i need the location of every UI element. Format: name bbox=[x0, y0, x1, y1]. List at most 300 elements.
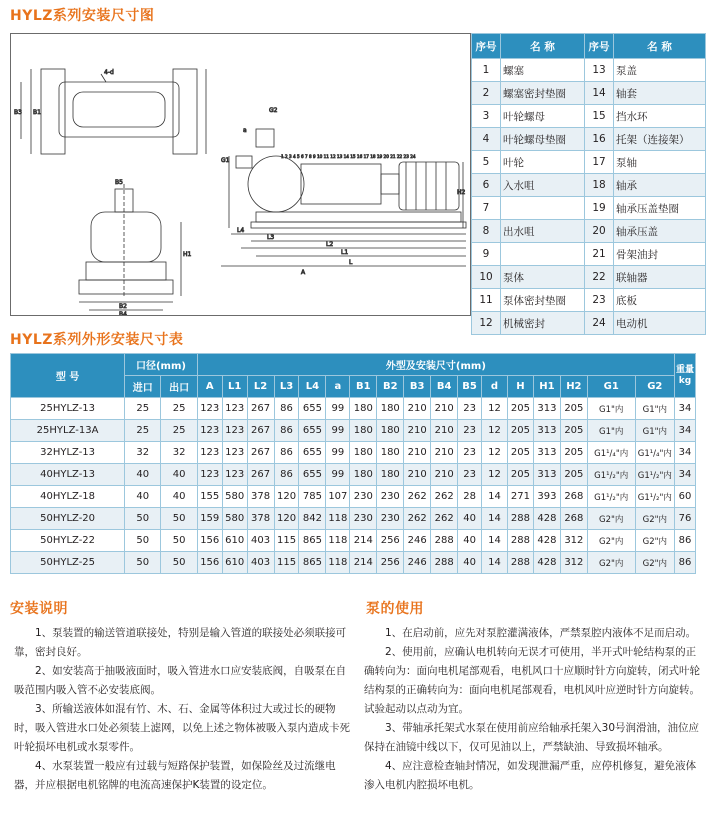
spec-cell: 288 bbox=[507, 508, 533, 530]
part-number: 22 bbox=[585, 266, 614, 289]
spec-model: 32HYLZ-13 bbox=[11, 442, 125, 464]
spec-cell: 14 bbox=[482, 552, 508, 574]
spec-cell: 25 bbox=[161, 420, 197, 442]
spec-row bbox=[11, 420, 696, 442]
spec-cell: 86 bbox=[675, 552, 696, 574]
part-name: 泵体密封垫圈 bbox=[501, 289, 585, 312]
spec-cell: 246 bbox=[404, 552, 431, 574]
spec-cell: 378 bbox=[247, 486, 274, 508]
spec-cell: 50 bbox=[161, 508, 197, 530]
part-name: 入水咀 bbox=[501, 174, 585, 197]
part-number: 23 bbox=[585, 289, 614, 312]
spec-cell: 115 bbox=[274, 530, 299, 552]
spec-col-h: H bbox=[507, 376, 533, 398]
spec-model: 40HYLZ-18 bbox=[11, 486, 125, 508]
spec-cell: 180 bbox=[377, 442, 404, 464]
label-h1: H1 bbox=[183, 251, 192, 258]
spec-cell: 99 bbox=[326, 420, 350, 442]
spec-cell: G2"内 bbox=[587, 552, 635, 574]
spec-cell: G1"内 bbox=[635, 398, 674, 420]
parts-row bbox=[472, 174, 706, 197]
part-name: 螺塞密封垫圈 bbox=[501, 82, 585, 105]
parts-row bbox=[472, 128, 706, 151]
spec-cell: G1"内 bbox=[587, 398, 635, 420]
spec-cell: 25 bbox=[125, 420, 161, 442]
spec-cell: 40 bbox=[125, 486, 161, 508]
spec-cell: 23 bbox=[458, 464, 482, 486]
spec-cell: 262 bbox=[404, 508, 431, 530]
part-number: 16 bbox=[585, 128, 614, 151]
spec-cell: 180 bbox=[350, 442, 377, 464]
spec-cell: 50 bbox=[125, 552, 161, 574]
spec-cell: 14 bbox=[482, 530, 508, 552]
install-notes-title: 安装说明 bbox=[10, 601, 68, 617]
part-number: 5 bbox=[472, 151, 501, 174]
spec-cell: 210 bbox=[404, 442, 431, 464]
part-number: 4 bbox=[472, 128, 501, 151]
label-g2: G2 bbox=[269, 107, 278, 114]
spec-cell: 40 bbox=[458, 508, 482, 530]
spec-cell: 205 bbox=[560, 464, 587, 486]
spec-cell: 99 bbox=[326, 398, 350, 420]
spec-cell: 123 bbox=[197, 398, 222, 420]
spec-cell: 180 bbox=[350, 398, 377, 420]
label-l2: L2 bbox=[326, 241, 334, 248]
parts-col-name: 名 称 bbox=[501, 34, 585, 59]
parts-row bbox=[472, 82, 706, 105]
parts-row bbox=[472, 220, 706, 243]
spec-col-a: a bbox=[326, 376, 350, 398]
spec-cell: 268 bbox=[560, 486, 587, 508]
spec-cell: 86 bbox=[274, 420, 299, 442]
spec-cell: 313 bbox=[533, 442, 560, 464]
spec-cell: 271 bbox=[507, 486, 533, 508]
spec-header-row-1 bbox=[11, 354, 696, 376]
part-name: 骨架油封 bbox=[614, 243, 706, 266]
weight-unit: kg bbox=[678, 375, 692, 386]
spec-col-l4: L4 bbox=[299, 376, 326, 398]
spec-cell: 256 bbox=[377, 530, 404, 552]
part-number: 19 bbox=[585, 197, 614, 220]
spec-cell: 205 bbox=[560, 398, 587, 420]
part-number: 12 bbox=[472, 312, 501, 335]
install-notes-body bbox=[14, 624, 350, 795]
install-note-paragraph: 2、如安装高于抽吸液面时，吸入管进水口应安装底阀，自吸泵在自吸范围内吸入管不必安装底阀。 bbox=[14, 665, 347, 696]
spec-cell: 610 bbox=[222, 552, 247, 574]
spec-cell: 99 bbox=[326, 442, 350, 464]
spec-cell: 230 bbox=[350, 508, 377, 530]
part-number: 7 bbox=[472, 197, 501, 220]
spec-cell: 246 bbox=[404, 530, 431, 552]
spec-col-l3: L3 bbox=[274, 376, 299, 398]
spec-cell: 312 bbox=[560, 552, 587, 574]
parts-col-name: 名 称 bbox=[614, 34, 706, 59]
spec-row bbox=[11, 398, 696, 420]
spec-cell: 205 bbox=[507, 398, 533, 420]
spec-cell: 40 bbox=[458, 530, 482, 552]
part-name: 叶轮 bbox=[501, 151, 585, 174]
spec-cell: G1"内 bbox=[635, 420, 674, 442]
parts-table bbox=[471, 33, 706, 335]
spec-cell: 159 bbox=[197, 508, 222, 530]
part-number: 2 bbox=[472, 82, 501, 105]
spec-col-b3: B3 bbox=[404, 376, 431, 398]
spec-cell: 288 bbox=[507, 530, 533, 552]
part-number: 10 bbox=[472, 266, 501, 289]
spec-col-b2: B2 bbox=[377, 376, 404, 398]
spec-cell: 60 bbox=[675, 486, 696, 508]
spec-cell: 40 bbox=[161, 464, 197, 486]
spec-cell: 288 bbox=[507, 552, 533, 574]
spec-col-inlet: 进口 bbox=[125, 376, 161, 398]
label-b2: B2 bbox=[119, 303, 127, 310]
spec-model: 40HYLZ-13 bbox=[11, 464, 125, 486]
spec-cell: G1¹/₄"内 bbox=[635, 442, 674, 464]
spec-cell: 123 bbox=[222, 398, 247, 420]
label-g1: G1 bbox=[221, 157, 230, 164]
spec-cell: G2"内 bbox=[635, 508, 674, 530]
spec-cell: 205 bbox=[507, 420, 533, 442]
spec-cell: 428 bbox=[533, 552, 560, 574]
install-note-paragraph: 4、水泵装置一般应有过载与短路保护装置，如保险丝及过流继电器，并应根据电机铭牌的电流高速保护K装置的设定位。 bbox=[14, 760, 336, 791]
label-b5: B5 bbox=[115, 179, 123, 186]
spec-cell: 34 bbox=[675, 464, 696, 486]
spec-cell: 180 bbox=[350, 420, 377, 442]
spec-cell: 50 bbox=[161, 530, 197, 552]
spec-cell: 785 bbox=[299, 486, 326, 508]
part-name: 底板 bbox=[614, 289, 706, 312]
spec-cell: 428 bbox=[533, 530, 560, 552]
spec-model: 50HYLZ-20 bbox=[11, 508, 125, 530]
spec-cell: 23 bbox=[458, 398, 482, 420]
spec-cell: 262 bbox=[404, 486, 431, 508]
spec-col-outlet: 出口 bbox=[161, 376, 197, 398]
spec-model: 50HYLZ-22 bbox=[11, 530, 125, 552]
spec-cell: 180 bbox=[377, 420, 404, 442]
label-a-dim: A bbox=[301, 269, 306, 276]
spec-cell: G1¹/₂"内 bbox=[635, 486, 674, 508]
part-name: 叶轮螺母 bbox=[501, 105, 585, 128]
part-number: 6 bbox=[472, 174, 501, 197]
spec-cell: 205 bbox=[560, 420, 587, 442]
parts-row bbox=[472, 289, 706, 312]
spec-cell: 156 bbox=[197, 530, 222, 552]
spec-cell: 262 bbox=[431, 508, 458, 530]
part-number: 1 bbox=[472, 59, 501, 82]
spec-cell: G2"内 bbox=[587, 508, 635, 530]
pump-use-title: 泵的使用 bbox=[366, 601, 424, 617]
spec-cell: 86 bbox=[274, 398, 299, 420]
spec-cell: G2"内 bbox=[635, 552, 674, 574]
install-drawing-title: HYLZ系列安装尺寸图 bbox=[10, 8, 155, 24]
spec-cell: 14 bbox=[482, 486, 508, 508]
spec-cell: 655 bbox=[299, 442, 326, 464]
spec-cell: 120 bbox=[274, 508, 299, 530]
spec-cell: 288 bbox=[431, 552, 458, 574]
spec-col-a: A bbox=[197, 376, 222, 398]
spec-cell: 288 bbox=[431, 530, 458, 552]
label-l3: L3 bbox=[267, 234, 275, 241]
spec-cell: 256 bbox=[377, 552, 404, 574]
spec-cell: 378 bbox=[247, 508, 274, 530]
spec-cell: G1¹/₂"内 bbox=[587, 486, 635, 508]
spec-cell: 32 bbox=[125, 442, 161, 464]
spec-cell: 76 bbox=[675, 508, 696, 530]
spec-row bbox=[11, 442, 696, 464]
spec-cell: 40 bbox=[125, 464, 161, 486]
pump-use-paragraph: 3、带轴承托架式水泵在使用前应给轴承托架入30号润滑油，油位应保持在油镜中线以下，仅可见油以上，严禁缺油、导致损坏轴承。 bbox=[364, 722, 700, 753]
parts-row bbox=[472, 243, 706, 266]
pump-use-paragraph: 1、在启动前，应先对泵腔灌满液体，严禁泵腔内液体不足而启动。 bbox=[385, 627, 697, 639]
spec-cell: 655 bbox=[299, 464, 326, 486]
spec-cell: 50 bbox=[161, 552, 197, 574]
spec-row bbox=[11, 508, 696, 530]
spec-cell: 28 bbox=[458, 486, 482, 508]
label-part-numbers: 1 2 3 4 5 6 7 8 9 10 11 12 13 14 15 16 17 18 19 20 21 22 23 24 bbox=[281, 154, 416, 159]
parts-col-no: 序号 bbox=[472, 34, 501, 59]
part-number: 17 bbox=[585, 151, 614, 174]
spec-cell: 267 bbox=[247, 420, 274, 442]
part-number: 13 bbox=[585, 59, 614, 82]
top-view-drawing bbox=[14, 69, 206, 154]
spec-cell: 313 bbox=[533, 420, 560, 442]
spec-col-h1: H1 bbox=[533, 376, 560, 398]
spec-cell: 230 bbox=[350, 486, 377, 508]
spec-cell: G1¹/₂"内 bbox=[587, 464, 635, 486]
spec-cell: 118 bbox=[326, 508, 350, 530]
spec-cell: 123 bbox=[222, 442, 247, 464]
spec-cell: 865 bbox=[299, 530, 326, 552]
spec-cell: G2"内 bbox=[635, 530, 674, 552]
label-l: L bbox=[349, 259, 353, 266]
spec-cell: 107 bbox=[326, 486, 350, 508]
install-note-paragraph: 1、泵装置的输送管道联接处，特别是输入管道的联接处必须联接可靠，密封良好。 bbox=[14, 627, 347, 658]
spec-cell: 23 bbox=[458, 442, 482, 464]
parts-row bbox=[472, 312, 706, 335]
spec-cell: 14 bbox=[482, 508, 508, 530]
spec-col-g2: G2 bbox=[635, 376, 674, 398]
spec-cell: 34 bbox=[675, 442, 696, 464]
spec-cell: 580 bbox=[222, 508, 247, 530]
spec-cell: 865 bbox=[299, 552, 326, 574]
spec-row bbox=[11, 530, 696, 552]
spec-model: 25HYLZ-13A bbox=[11, 420, 125, 442]
spec-cell: 86 bbox=[274, 464, 299, 486]
spec-cell: G2"内 bbox=[587, 530, 635, 552]
spec-cell: 180 bbox=[377, 464, 404, 486]
label-b1: B1 bbox=[33, 109, 41, 116]
spec-cell: 50 bbox=[125, 508, 161, 530]
parts-row bbox=[472, 197, 706, 220]
spec-cell: 34 bbox=[675, 420, 696, 442]
part-name bbox=[501, 197, 585, 220]
spec-col-d: d bbox=[482, 376, 508, 398]
part-number: 24 bbox=[585, 312, 614, 335]
spec-col-weight bbox=[675, 354, 696, 398]
label-b3: B3 bbox=[14, 109, 22, 116]
parts-col-no: 序号 bbox=[585, 34, 614, 59]
spec-cell: 25 bbox=[161, 398, 197, 420]
label-4-d: 4-d bbox=[104, 69, 114, 76]
label-l1: L1 bbox=[341, 249, 349, 256]
spec-row bbox=[11, 464, 696, 486]
spec-cell: 210 bbox=[404, 398, 431, 420]
install-note-paragraph: 3、所输送液体如混有竹、木、石、金属等体积过大或过长的硬物时，吸入管进水口处必须装上滤网，以免上述之物体被吸入泵内造成卡死叶轮损坏电机或水泵零件。 bbox=[14, 703, 350, 753]
parts-row bbox=[472, 105, 706, 128]
spec-cell: G1¹/₄"内 bbox=[587, 442, 635, 464]
part-name: 轴承 bbox=[614, 174, 706, 197]
label-h2: H2 bbox=[457, 189, 466, 196]
pump-use-body bbox=[364, 624, 700, 795]
part-name: 泵盖 bbox=[614, 59, 706, 82]
spec-cell: 210 bbox=[431, 464, 458, 486]
spec-cell: 313 bbox=[533, 464, 560, 486]
part-name: 轴承压盖垫圈 bbox=[614, 197, 706, 220]
spec-cell: 230 bbox=[377, 486, 404, 508]
part-number: 21 bbox=[585, 243, 614, 266]
spec-col-b5: B5 bbox=[458, 376, 482, 398]
spec-cell: 210 bbox=[431, 420, 458, 442]
part-name: 螺塞 bbox=[501, 59, 585, 82]
spec-cell: 267 bbox=[247, 464, 274, 486]
spec-cell: 32 bbox=[161, 442, 197, 464]
parts-row bbox=[472, 266, 706, 289]
part-name: 叶轮螺母垫圈 bbox=[501, 128, 585, 151]
part-name: 托架（连接架） bbox=[614, 128, 706, 151]
spec-cell: 118 bbox=[326, 552, 350, 574]
spec-col-b4: B4 bbox=[431, 376, 458, 398]
spec-col-model: 型 号 bbox=[11, 354, 125, 398]
spec-col-g1: G1 bbox=[587, 376, 635, 398]
spec-cell: 123 bbox=[222, 420, 247, 442]
spec-cell: 268 bbox=[560, 508, 587, 530]
part-name bbox=[501, 243, 585, 266]
part-name: 联轴器 bbox=[614, 266, 706, 289]
pump-use-paragraph: 2、使用前，应确认电机转向无误才可使用，半开式叶轮结构泵的正确转向为：面向电机尾部观看，电机风口十应顺时针方向旋转，闭式叶轮结构泵的正确转向为：面向电机尾部观看，电机风叶应逆时针方向旋转。试验起动以点动为宜。 bbox=[364, 646, 700, 715]
label-a: a bbox=[243, 127, 247, 134]
spec-cell: 99 bbox=[326, 464, 350, 486]
spec-cell: 40 bbox=[458, 552, 482, 574]
spec-cell: 214 bbox=[350, 530, 377, 552]
spec-cell: G1"内 bbox=[587, 420, 635, 442]
installation-drawing bbox=[10, 33, 471, 316]
spec-col-dims: 外型及安装尺寸(mm) bbox=[197, 354, 674, 376]
spec-cell: 403 bbox=[247, 530, 274, 552]
part-number: 9 bbox=[472, 243, 501, 266]
side-view-drawing bbox=[79, 179, 192, 315]
part-name: 机械密封 bbox=[501, 312, 585, 335]
part-name: 电动机 bbox=[614, 312, 706, 335]
spec-cell: 580 bbox=[222, 486, 247, 508]
spec-cell: 403 bbox=[247, 552, 274, 574]
spec-cell: 267 bbox=[247, 442, 274, 464]
spec-col-b1: B1 bbox=[350, 376, 377, 398]
label-b4: B4 bbox=[119, 311, 127, 315]
pump-use-paragraph: 4、应注意检查轴封情况，如发现泄漏严重，应停机修复，避免液体渗入电机内腔损坏电机。 bbox=[364, 760, 697, 791]
spec-cell: G1¹/₂"内 bbox=[635, 464, 674, 486]
spec-cell: 23 bbox=[458, 420, 482, 442]
spec-cell: 267 bbox=[247, 398, 274, 420]
spec-cell: 313 bbox=[533, 398, 560, 420]
spec-model: 25HYLZ-13 bbox=[11, 398, 125, 420]
spec-row bbox=[11, 486, 696, 508]
spec-cell: 123 bbox=[197, 464, 222, 486]
spec-cell: 12 bbox=[482, 442, 508, 464]
spec-cell: 115 bbox=[274, 552, 299, 574]
part-name: 泵轴 bbox=[614, 151, 706, 174]
spec-row bbox=[11, 552, 696, 574]
spec-cell: 34 bbox=[675, 398, 696, 420]
spec-model: 50HYLZ-25 bbox=[11, 552, 125, 574]
spec-cell: 12 bbox=[482, 464, 508, 486]
spec-cell: 428 bbox=[533, 508, 560, 530]
spec-cell: 12 bbox=[482, 398, 508, 420]
spec-table bbox=[10, 353, 696, 574]
spec-cell: 610 bbox=[222, 530, 247, 552]
spec-col-l1: L1 bbox=[222, 376, 247, 398]
spec-cell: 156 bbox=[197, 552, 222, 574]
part-number: 15 bbox=[585, 105, 614, 128]
spec-cell: 12 bbox=[482, 420, 508, 442]
spec-cell: 655 bbox=[299, 420, 326, 442]
spec-cell: 842 bbox=[299, 508, 326, 530]
parts-header-row bbox=[472, 34, 706, 59]
spec-cell: 86 bbox=[274, 442, 299, 464]
spec-cell: 86 bbox=[675, 530, 696, 552]
part-number: 11 bbox=[472, 289, 501, 312]
spec-cell: 655 bbox=[299, 398, 326, 420]
part-number: 8 bbox=[472, 220, 501, 243]
spec-cell: 205 bbox=[507, 442, 533, 464]
spec-cell: 205 bbox=[560, 442, 587, 464]
spec-cell: 120 bbox=[274, 486, 299, 508]
spec-cell: 393 bbox=[533, 486, 560, 508]
spec-cell: 180 bbox=[377, 398, 404, 420]
front-view-drawing bbox=[221, 107, 466, 276]
part-number: 3 bbox=[472, 105, 501, 128]
spec-cell: 40 bbox=[161, 486, 197, 508]
outline-table-title: HYLZ系列外形安装尺寸表 bbox=[10, 332, 184, 348]
spec-cell: 123 bbox=[197, 442, 222, 464]
parts-row bbox=[472, 59, 706, 82]
spec-cell: 210 bbox=[431, 398, 458, 420]
spec-cell: 210 bbox=[404, 420, 431, 442]
spec-cell: 210 bbox=[431, 442, 458, 464]
spec-cell: 210 bbox=[404, 464, 431, 486]
label-l4: L4 bbox=[237, 227, 245, 234]
part-name: 挡水环 bbox=[614, 105, 706, 128]
spec-cell: 230 bbox=[377, 508, 404, 530]
spec-cell: 50 bbox=[125, 530, 161, 552]
part-number: 20 bbox=[585, 220, 614, 243]
part-name: 轴承压盖 bbox=[614, 220, 706, 243]
spec-cell: 123 bbox=[222, 464, 247, 486]
spec-cell: 123 bbox=[197, 420, 222, 442]
spec-cell: 155 bbox=[197, 486, 222, 508]
spec-cell: 214 bbox=[350, 552, 377, 574]
part-name: 轴套 bbox=[614, 82, 706, 105]
part-name: 出水咀 bbox=[501, 220, 585, 243]
part-number: 14 bbox=[585, 82, 614, 105]
spec-cell: 25 bbox=[125, 398, 161, 420]
spec-cell: 180 bbox=[350, 464, 377, 486]
spec-cell: 205 bbox=[507, 464, 533, 486]
parts-row bbox=[472, 151, 706, 174]
spec-col-bore: 口径(mm) bbox=[125, 354, 198, 376]
spec-col-h2: H2 bbox=[560, 376, 587, 398]
spec-cell: 312 bbox=[560, 530, 587, 552]
spec-col-l2: L2 bbox=[247, 376, 274, 398]
